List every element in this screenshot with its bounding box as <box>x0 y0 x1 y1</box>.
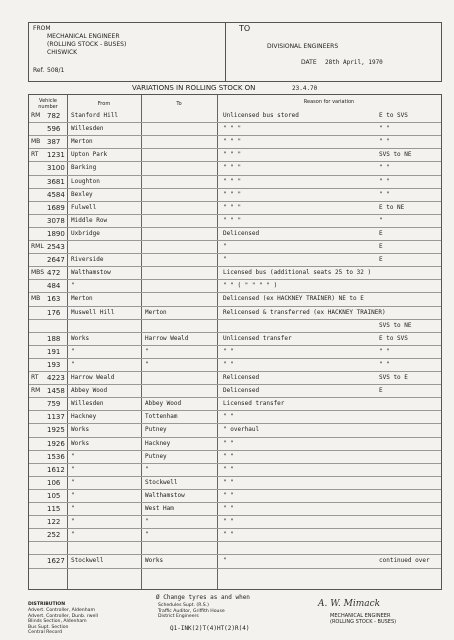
row-divider <box>29 489 441 490</box>
from-cell: Works <box>71 439 90 447</box>
col-header-vehicle-line-2: number <box>38 104 58 110</box>
to-cell: " <box>145 465 149 473</box>
row-divider <box>29 279 441 280</box>
row-divider <box>29 502 441 503</box>
reason-cell: " " " <box>223 151 242 159</box>
row-divider <box>29 253 441 254</box>
reason-cell: " " " <box>223 138 242 146</box>
from-cell: Loughton <box>71 177 100 185</box>
from-label: FROM <box>33 25 51 32</box>
vehicle-number: 1926 <box>47 439 65 448</box>
from-cell: Riverside <box>71 256 104 264</box>
reason-cell: Licensed transfer <box>223 400 285 408</box>
vehicle-number: 1689 <box>47 203 65 212</box>
to-cell: Works <box>145 557 164 565</box>
reason-cell: Licensed bus (additional seats 25 to 32 ) <box>223 269 372 277</box>
vehicle-prefix: RM <box>31 387 41 395</box>
from-cell: " <box>71 491 75 499</box>
distribution-line-5: Central Record <box>28 630 63 636</box>
title-date: 23.4.70 <box>292 85 318 92</box>
vehicle-number: 387 <box>47 138 61 147</box>
vehicle-prefix: RML <box>31 243 44 250</box>
row-divider <box>29 266 441 267</box>
to-cell: Putney <box>145 452 167 460</box>
row-divider <box>29 410 441 411</box>
date-label: DATE <box>301 59 317 66</box>
header-divider <box>225 23 226 81</box>
to-cell: " <box>145 360 149 368</box>
reason-code-cell: E <box>379 387 383 395</box>
from-cell: " <box>71 505 75 512</box>
row-divider <box>29 554 441 555</box>
reason-cell: " overhaul <box>223 426 260 434</box>
row-divider <box>29 240 441 241</box>
signature: A. W. Mimack <box>318 599 381 609</box>
row-divider <box>29 175 441 176</box>
reason-cell: " " <box>223 413 234 421</box>
vehicle-number: 191 <box>47 347 61 356</box>
row-divider <box>29 306 441 307</box>
reason-code-cell: E to NE <box>379 203 405 211</box>
reason-cell: Unlicensed transfer <box>223 334 292 342</box>
reason-code-cell: SVS to NE <box>379 151 412 159</box>
distribution-mid-1: Schedules Supt. (R.S.) <box>158 603 209 608</box>
distribution-mid-3: District Engineers <box>158 614 199 620</box>
reason-code-cell: SVS to E <box>379 374 408 381</box>
row-divider <box>29 332 441 333</box>
from-cell: " <box>71 518 75 526</box>
vehicle-number: 105 <box>47 491 61 500</box>
ref-label: Ref. <box>33 67 45 74</box>
from-cell: Willesden <box>71 125 104 133</box>
reason-cell: Relicensed & transferred (ex HACKNEY TRAINER) <box>223 308 386 316</box>
distribution-label: DISTRIBUTION <box>28 602 66 607</box>
col-header-vehicle <box>29 98 67 110</box>
from-cell: Abbey Wood <box>71 387 108 395</box>
from-cell: Upton Park <box>71 151 108 159</box>
col-header-to: To <box>176 101 182 107</box>
to-cell: Harrow Weald <box>145 334 189 342</box>
reason-cell: " " " <box>223 164 242 172</box>
row-divider <box>29 384 441 385</box>
vehicle-prefix: RM <box>31 112 41 119</box>
col-header-vehicle-line-1: Vehicle <box>39 98 57 104</box>
from-cell: Fulwell <box>71 203 97 211</box>
vehicle-number: 4223 <box>47 374 65 382</box>
from-cell: " <box>71 452 75 460</box>
reason-cell: " " <box>223 465 234 473</box>
reason-code-cell: E to SVS <box>379 112 408 119</box>
row-divider <box>29 568 441 569</box>
reason-code-cell: " <box>379 216 383 224</box>
row-divider <box>29 227 441 228</box>
distribution-line-4: Bus Supt. Section <box>28 624 69 630</box>
reason-cell: " " <box>223 505 234 512</box>
vehicle-number: 252 <box>47 531 61 540</box>
to-cell: " <box>145 531 149 539</box>
reason-cell: " " " <box>223 125 242 133</box>
col-header-from: From <box>97 101 111 107</box>
distribution-line-3: Blinds Section, Aldenham <box>28 619 87 625</box>
from-cell: Works <box>71 426 90 434</box>
row-divider <box>29 122 441 123</box>
from-cell: Stanford Hill <box>71 112 118 119</box>
to-cell: " <box>145 518 149 526</box>
reason-cell: " " <box>223 531 234 539</box>
reason-cell: " " " <box>223 190 242 198</box>
vehicle-number: 596 <box>47 125 61 134</box>
row-divider <box>29 292 441 293</box>
reason-code-cell: E <box>379 229 383 237</box>
from-cell: Barking <box>71 164 97 172</box>
form-code: Q1-INK(2)T(4)HT(2)R(4) <box>170 625 250 632</box>
vehicle-number: 3078 <box>47 216 65 225</box>
from-cell: " <box>71 478 75 486</box>
from-line-2: (ROLLING STOCK - BUSES) <box>47 41 127 48</box>
to-cell: Hackney <box>145 439 171 447</box>
document-title: VARIATIONS IN ROLLING STOCK ON <box>132 84 256 92</box>
from-cell: Merton <box>71 295 93 303</box>
row-divider <box>29 201 441 202</box>
vehicle-number: 193 <box>47 360 61 369</box>
vehicle-number: 782 <box>47 112 61 120</box>
to-cell: West Ham <box>145 505 174 512</box>
from-cell: Stockwell <box>71 557 104 565</box>
row-divider <box>29 345 441 346</box>
vehicle-number: 1536 <box>47 452 65 461</box>
variations-table <box>28 94 442 590</box>
row-divider <box>29 371 441 372</box>
reason-cell: " " <box>223 452 234 460</box>
row-divider <box>29 476 441 477</box>
ref-value: 508/1 <box>47 67 65 74</box>
reason-cell: " <box>223 557 227 565</box>
from-line-3: CHISWICK <box>47 49 78 56</box>
footnote: Ø Change tyres as and when <box>156 594 250 601</box>
reason-cell: Relicensed <box>223 374 260 381</box>
reason-code-cell: " " <box>379 360 390 368</box>
vehicle-number: 2543 <box>47 243 65 251</box>
vehicle-prefix: MBS <box>31 269 44 277</box>
reason-cell: Unlicensed bus stored <box>223 112 299 119</box>
to-cell: Putney <box>145 426 167 434</box>
vehicle-number: 1612 <box>47 465 65 474</box>
row-divider <box>29 135 441 136</box>
vehicle-number: 759 <box>47 400 61 409</box>
row-divider <box>29 528 441 529</box>
reason-cell: " " <box>223 439 234 447</box>
vehicle-number: 1890 <box>47 229 65 238</box>
vehicle-number: 1458 <box>47 387 65 396</box>
from-cell: Bexley <box>71 190 93 198</box>
vehicle-prefix: RT <box>31 374 39 381</box>
reason-cell: " " <box>223 478 234 486</box>
row-divider <box>29 541 441 542</box>
from-cell: Muswell Hill <box>71 308 115 316</box>
vehicle-number: 472 <box>47 269 61 278</box>
vehicle-number: 163 <box>47 295 61 304</box>
reason-cell: " " " <box>223 177 242 185</box>
reason-cell: Delicensed (ex HACKNEY TRAINER) NE to E <box>223 295 364 303</box>
from-cell: " <box>71 531 75 539</box>
date-value: 28th April, 1970 <box>325 59 383 66</box>
reason-cell: " <box>223 243 227 250</box>
reason-code-cell: " " <box>379 125 390 133</box>
vehicle-number: 1627 <box>47 557 65 566</box>
row-divider <box>29 358 441 359</box>
to-cell: Walthamstow <box>145 491 185 499</box>
vehicle-number: 4584 <box>47 190 65 199</box>
vehicle-number: 188 <box>47 334 61 343</box>
row-divider <box>29 450 441 451</box>
from-cell: Hackney <box>71 413 97 421</box>
row-divider <box>29 423 441 424</box>
row-divider <box>29 161 441 162</box>
from-cell: " <box>71 282 75 290</box>
from-cell: Merton <box>71 138 93 146</box>
row-divider <box>29 515 441 516</box>
to-value: DIVISIONAL ENGINEERS <box>267 43 339 50</box>
vehicle-number: 115 <box>47 505 61 513</box>
vehicle-number: 1925 <box>47 426 65 435</box>
from-line-1: MECHANICAL ENGINEER <box>47 33 120 40</box>
to-cell: Abbey Wood <box>145 400 182 408</box>
row-divider <box>29 463 441 464</box>
row-divider <box>29 397 441 398</box>
reason-cell: " " <box>223 518 234 526</box>
from-cell: Willesden <box>71 400 104 408</box>
to-label: TO <box>239 24 251 33</box>
from-cell: Walthamstow <box>71 269 111 277</box>
reason-cell: " " <box>223 491 234 499</box>
reason-cell: " " ( " " " " ) <box>223 282 278 290</box>
reason-cell: " " " <box>223 203 242 211</box>
to-cell: " <box>145 347 149 355</box>
vehicle-number: 106 <box>47 478 61 487</box>
vehicle-prefix: MB <box>31 138 41 146</box>
row-divider <box>29 214 441 215</box>
reason-code-cell: " " <box>379 164 390 172</box>
vehicle-number: 3100 <box>47 164 65 173</box>
vehicle-prefix: RT <box>31 151 39 159</box>
vehicle-prefix: MB <box>31 295 41 303</box>
from-cell: Works <box>71 334 90 342</box>
vehicle-number: 176 <box>47 308 61 317</box>
from-cell: " <box>71 465 75 473</box>
col-header-reason: Reason for variation <box>303 99 355 105</box>
reason-cell: " " <box>223 347 234 355</box>
from-cell: Uxbridge <box>71 229 100 237</box>
row-divider <box>29 148 441 149</box>
to-cell: Merton <box>145 308 167 316</box>
row-divider <box>29 437 441 438</box>
reason-cell: Delicensed <box>223 387 260 395</box>
reason-cell: " " " <box>223 216 242 224</box>
to-cell: Tottenham <box>145 413 178 421</box>
to-cell: Stockwell <box>145 478 178 486</box>
from-cell: " <box>71 347 75 355</box>
vehicle-number: 2647 <box>47 256 65 265</box>
vehicle-number: 122 <box>47 518 61 527</box>
reason-cell: Delicensed <box>223 229 260 237</box>
reason-code-cell: E <box>379 256 383 264</box>
reason-cell: " " <box>223 360 234 368</box>
distribution-line-1: Advert. Controller, Aldenham <box>28 608 95 613</box>
sign-line-2: (ROLLING STOCK - BUSES) <box>330 619 397 625</box>
reason-code-cell: " " <box>379 347 390 355</box>
distribution-mid-2: Traffic Auditor, Griffith House <box>158 608 225 614</box>
vehicle-number: 3681 <box>47 177 65 186</box>
reason-code-cell: E to SVS <box>379 334 408 342</box>
reason-code-cell: SVS to NE <box>379 321 412 329</box>
from-cell: Harrow Weald <box>71 374 115 381</box>
row-divider <box>29 319 441 320</box>
header-box <box>28 22 442 82</box>
reason-code-cell: " " <box>379 177 390 185</box>
vehicle-number: 484 <box>47 282 61 291</box>
reason-code-cell: " " <box>379 190 390 198</box>
row-divider <box>29 188 441 189</box>
sign-line-1: MECHANICAL ENGINEER <box>330 613 391 619</box>
distribution-line-2: Advert. Controller, Dunb. rwell <box>28 613 98 619</box>
reason-code-cell: " " <box>379 138 390 146</box>
reason-cell: " <box>223 256 227 264</box>
from-cell: Middle Row <box>71 216 108 224</box>
vehicle-number: 1137 <box>47 413 65 422</box>
from-cell: " <box>71 360 75 368</box>
vehicle-number: 1231 <box>47 151 65 160</box>
reason-code-cell: E <box>379 243 383 250</box>
reason-code-cell: continued over <box>379 557 430 565</box>
